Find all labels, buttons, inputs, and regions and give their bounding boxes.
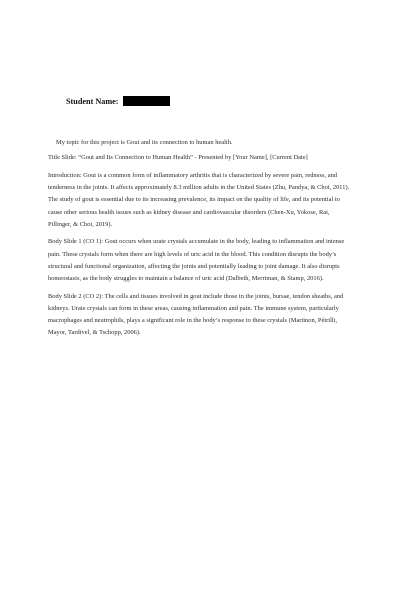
- body-slide-2-paragraph: Body Slide 2 (CO 2): The cells and tissues involved in gout include those in the joints, bursae, tendon sheaths, and kidneys. Urate crystals can form in these areas, causing inflammation and pain. The immune system, particularly macrophages and neutrophils, plays a significant role in the body’s response to these crystals (Martinon, Pétrilli, Mayor, Tardivel, & Tschopp, 2006).: [48, 292, 344, 337]
- document-body: [48, 137, 350, 345]
- student-name-line: [66, 96, 170, 106]
- title-slide-paragraph: Title Slide: “Gout and Its Connection to Human Health” - Presented by [Your Name], [Current Date]: [48, 154, 308, 162]
- student-name-label: Student Name:: [66, 96, 119, 106]
- body-slide-1-paragraph: Body Slide 1 (CO 1): Gout occurs when urate crystals accumulate in the body, leading to inflammation and intense pain. These crystals form when there are high levels of uric acid in the blood. This condition disrupts the body’s structural and functional organization, affecting the joints and potentially leading to joint damage. It also disrupts homeostasis, as the body struggles to maintain a balance of uric acid (Dalbeth, Merriman, & Stamp, 2016).: [48, 238, 345, 283]
- topic-paragraph: My topic for this project is Gout and its connection to human health.: [56, 139, 233, 146]
- introduction-paragraph: Introduction: Gout is a common form of inflammatory arthritis that is characterized by severe pain, redness, and tenderness in the joints. It affects approximately 8.3 million adults in the United States (Zhu, Pandya, & Choi, 2011). The study of gout is essential due to its increasing prevalence, its impact on the quality of life, and its potential to cause other serious health issues such as kidney disease and cardiovascular disorders (Chen-Xu, Yokose, Rai, Pillinger, & Choi, 2019).: [48, 171, 350, 228]
- redacted-name-box: [123, 96, 170, 106]
